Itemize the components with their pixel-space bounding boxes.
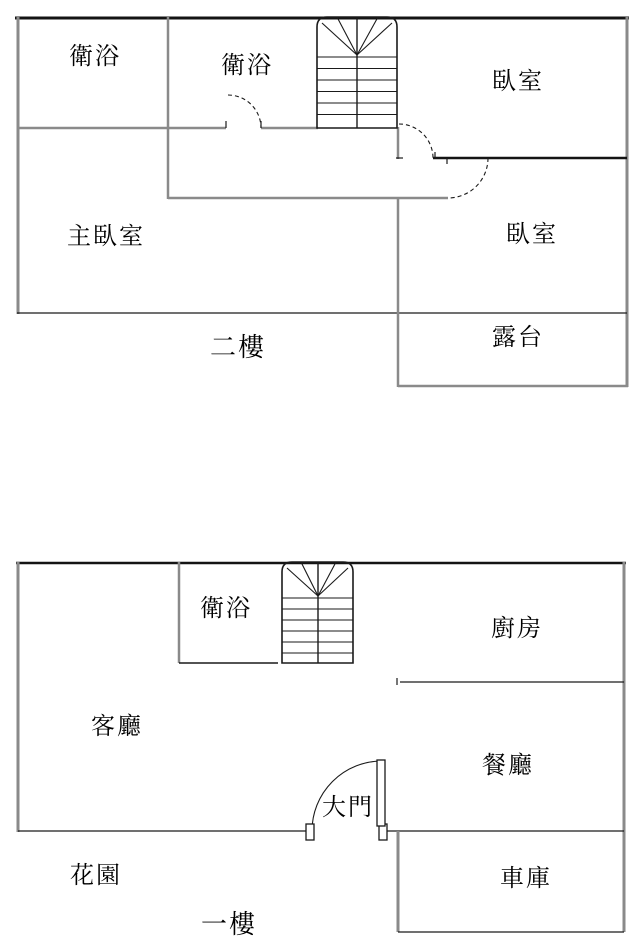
room-label-master-bedroom: 主臥室 bbox=[67, 223, 145, 250]
stair-winder-line bbox=[357, 17, 378, 55]
door-leaf bbox=[377, 760, 385, 826]
door-swing-arc bbox=[228, 95, 261, 128]
door-jamb bbox=[306, 824, 314, 840]
room-label-terrace: 露台 bbox=[492, 324, 544, 351]
stair-winder-line bbox=[318, 562, 336, 596]
room-label-dining-room: 餐廳 bbox=[482, 752, 534, 779]
stair-winder-line bbox=[357, 23, 392, 55]
stair-winder-line bbox=[322, 23, 357, 55]
door-swing-arc bbox=[448, 158, 488, 198]
floor-title-second-floor: 二樓 bbox=[209, 332, 267, 362]
room-label-bathroom-2f-left: 衛浴 bbox=[69, 43, 121, 70]
room-label-garage: 車庫 bbox=[500, 865, 552, 892]
room-label-bathroom-1f: 衛浴 bbox=[200, 595, 252, 622]
floor-title-first-floor: 一樓 bbox=[200, 909, 258, 939]
room-label-bedroom-2f-top: 臥室 bbox=[492, 68, 544, 95]
stair-winder-line bbox=[337, 17, 357, 55]
room-label-garden: 花園 bbox=[70, 862, 122, 889]
door-label-main-entrance: 大門 bbox=[322, 794, 374, 821]
room-label-bedroom-2f-bottom: 臥室 bbox=[506, 221, 558, 248]
door-swing-arc bbox=[399, 124, 433, 158]
room-label-bathroom-2f-mid: 衛浴 bbox=[221, 52, 273, 79]
room-label-living-room: 客廳 bbox=[91, 713, 143, 740]
room-label-kitchen: 廚房 bbox=[491, 615, 543, 642]
stair-winder-line bbox=[318, 568, 348, 596]
stair-winder-line bbox=[301, 562, 318, 596]
stair-winder-line bbox=[287, 568, 318, 596]
